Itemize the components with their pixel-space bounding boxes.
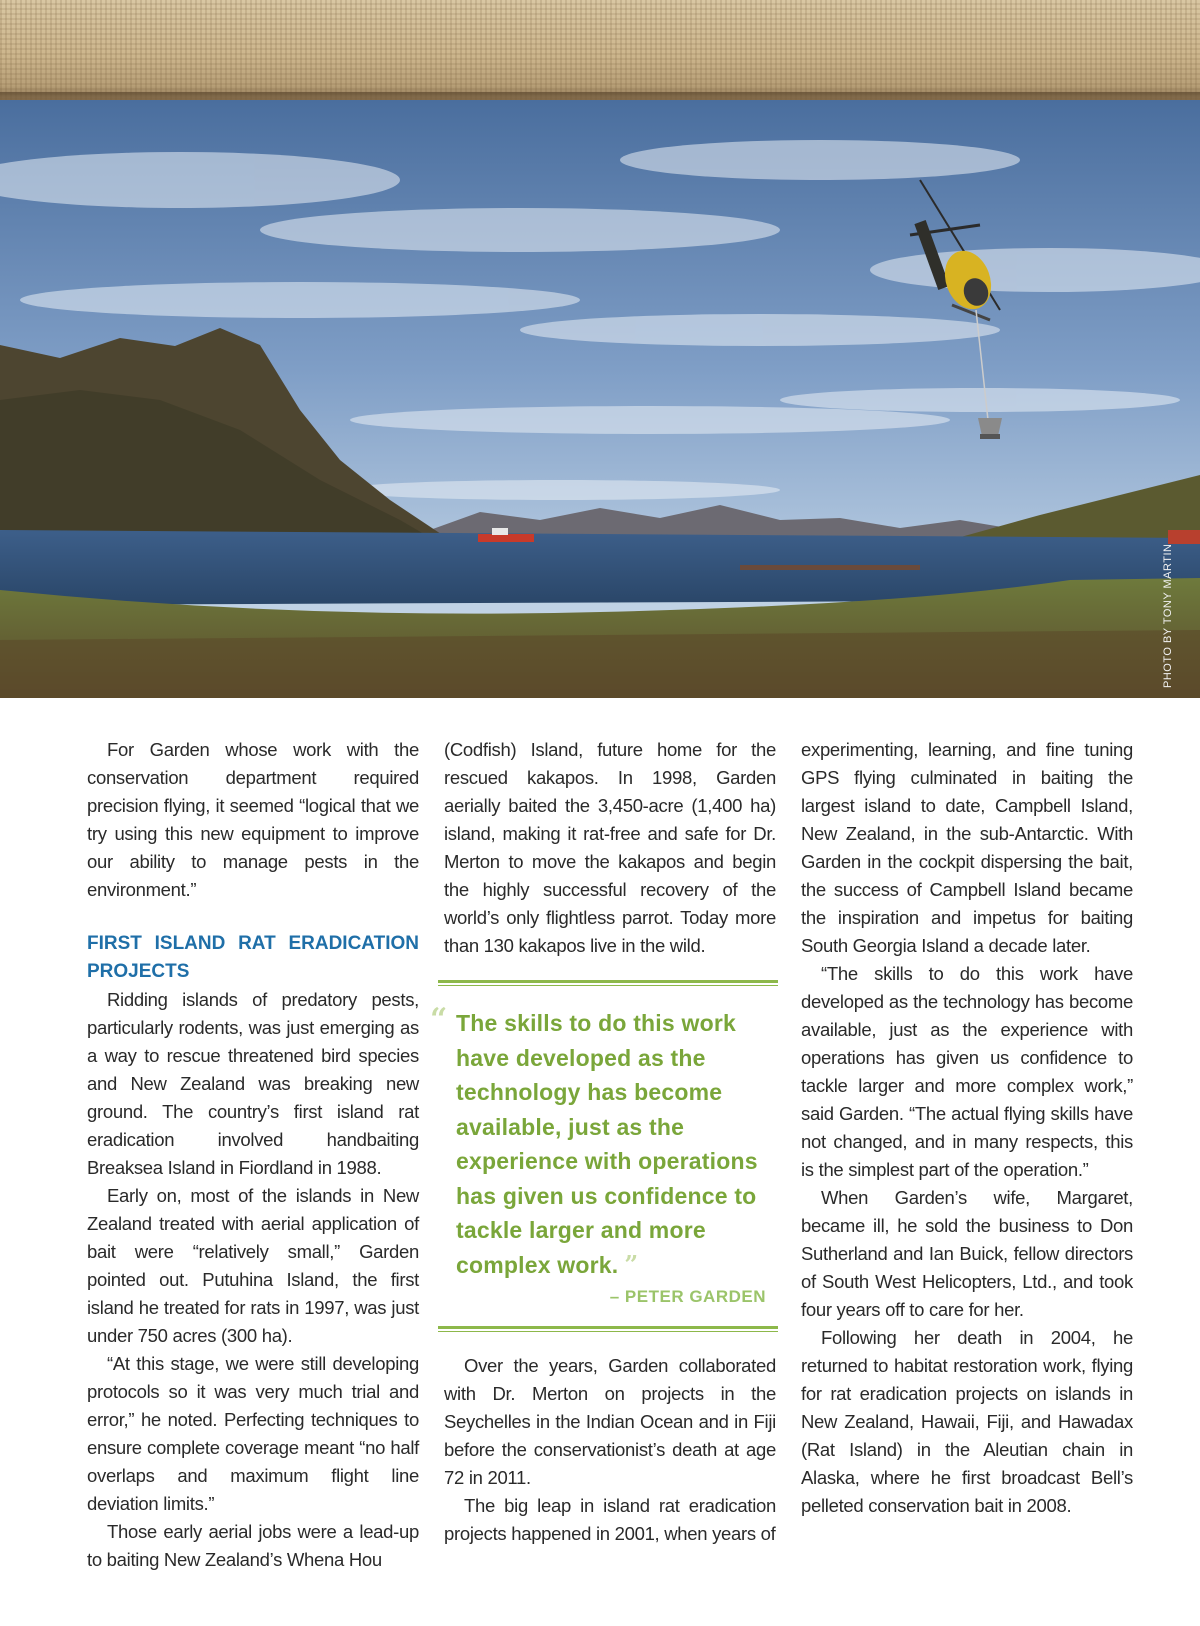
article-column-2-lower	[444, 1352, 776, 1548]
body-paragraph: For Garden whose work with the conservation department required precision flying, it seemed “logical that we try using this new equipment to improve our ability to manage pests in the environment.”	[87, 739, 419, 900]
burlap-banner	[0, 0, 1200, 100]
quote-rule-bottom	[438, 1326, 778, 1332]
article-column-2	[444, 736, 776, 960]
photo-credit: PHOTO BY TONY MARTIN	[1162, 543, 1174, 688]
pull-quote-body: The skills to do this work have developed as the technology has become available, just as the experience with operations has given us confidence to tackle larger and more complex work.	[456, 1010, 758, 1278]
article-column-1	[87, 736, 419, 1574]
article-column-3	[801, 736, 1133, 1520]
body-paragraph: Those early aerial jobs were a lead-up to baiting New Zealand’s Whena Hou	[87, 1521, 419, 1570]
body-paragraph: Following her death in 2004, he returned to habitat restoration work, flying for rat eradication projects on islands in New Zealand, Hawaii, Fiji, and Hawadax (Rat Island) in the Aleutian chain in Alaska, where he first broadcast Bell’s pelleted conservation bait in 2008.	[801, 1327, 1133, 1516]
body-paragraph: The big leap in island rat eradication projects happened in 2001, when years of	[444, 1495, 776, 1544]
helicopter-photo	[0, 100, 1200, 698]
open-quote-icon: “	[430, 1002, 448, 1037]
pull-quote-text	[456, 1006, 778, 1282]
body-paragraph: When Garden’s wife, Margaret, became ill, he sold the business to Don Sutherland and Ian Buick, fellow directors of South West Helicopters, Ltd., and took four years off to care for her.	[801, 1187, 1133, 1320]
body-paragraph: Early on, most of the islands in New Zealand treated with aerial application of bait were “relatively small,” Garden pointed out. Putuhina Island, the first island he treated for rats in 1997, was just under 750 acres (300 ha).	[87, 1185, 419, 1346]
section-subhead: FIRST ISLAND RAT ERADICATION PROJECTS	[87, 933, 419, 982]
body-paragraph: experimenting, learning, and fine tuning GPS flying culminated in baiting the largest island to date, Campbell Island, New Zealand, in the sub-Antarctic. With Garden in the cockpit dispersing the bait, the success of Campbell Island became the inspiration and impetus for baiting South Georgia Island a decade later.	[801, 739, 1133, 956]
body-paragraph: (Codfish) Island, future home for the rescued kakapos. In 1998, Garden aerially baited the 3,450-acre (1,400 ha) island, making it rat-free and safe for Dr. Merton to move the kakapos and begin the highly successful recovery of the world’s only flightless parrot. Today more than 130 kakapos live in the wild.	[444, 739, 776, 956]
close-quote-icon: ”	[624, 1249, 639, 1279]
quote-rule-top	[438, 980, 778, 986]
pull-quote-attribution: – PETER GARDEN	[609, 1287, 766, 1306]
body-paragraph: Ridding islands of predatory pests, particularly rodents, was just emerging as a way to rescue threatened bird species and New Zealand was breaking new ground. The country’s first island rat eradication involved handbaiting Breaksea Island in Fiordland in 1988.	[87, 989, 419, 1178]
body-paragraph: “The skills to do this work have developed as the technology has become available, just as the experience with operations has given us confidence to tackle larger and more complex work,” said Garden. “The actual flying skills have not changed, and in many respects, this is the simplest part of the operation.”	[801, 963, 1133, 1180]
body-paragraph: Over the years, Garden collaborated with Dr. Merton on projects in the Seychelles in the Indian Ocean and in Fiji before the conservationist’s death at age 72 in 2011.	[444, 1355, 776, 1488]
pull-quote	[430, 980, 778, 1332]
body-paragraph: “At this stage, we were still developing protocols so it was very much trial and error,” he noted. Perfecting techniques to ensure complete coverage meant “no half overlaps and maximum flight line deviation limits.”	[87, 1353, 419, 1514]
